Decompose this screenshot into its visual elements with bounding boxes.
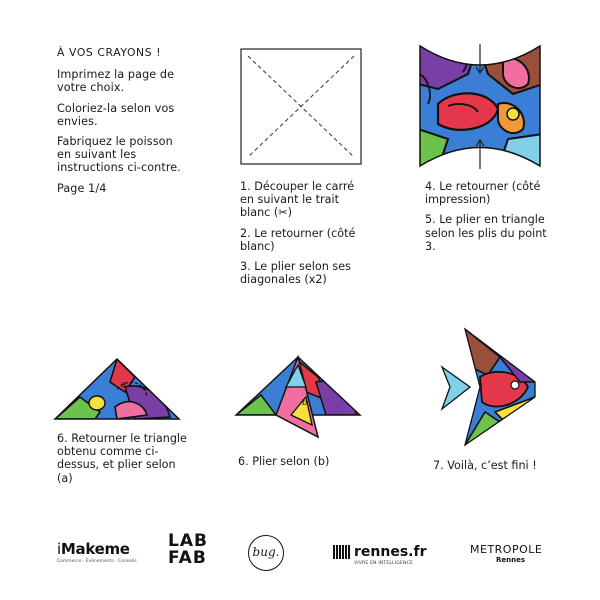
step-5: 5. Le plier en triangle selon les plis du point 3. — [425, 213, 547, 253]
makeme-logo: iMakeme Commerce · Événements · Conseils — [57, 540, 147, 564]
labfab-line-1: LAB — [168, 531, 208, 551]
fish-eye — [511, 381, 519, 389]
rennes-logo — [333, 544, 443, 566]
intro-text — [57, 46, 185, 202]
labfab-line-2: FAB — [168, 548, 207, 568]
step-3: 3. Le plier selon ses diagonales (x2) — [240, 260, 351, 287]
step-6b: 6. Plier selon (b) — [238, 455, 330, 468]
makeme-wordmark: Makeme — [60, 540, 130, 558]
bug-logo — [248, 535, 284, 571]
step-6: 6. Retourner le triangle obtenu comme ci-dessus, et plier selon (a) — [57, 432, 187, 485]
intro-line-fold: Fabriquez le poisson en suivant les instructions ci-contre. — [57, 135, 181, 175]
triangle-folded-diagram — [236, 357, 361, 439]
intro-line-color: Coloriez-la selon vos envies. — [57, 101, 175, 128]
step-4: 4. Le retourner (côté impression) — [425, 180, 541, 207]
makeme-tagline: Commerce · Événements · Conseils — [57, 559, 137, 564]
triangle-diagram — [55, 357, 180, 422]
metropole-sub: Rennes — [496, 556, 526, 564]
fish-tail — [442, 367, 470, 409]
step-6-caption — [57, 432, 187, 492]
step-7: 7. Voilà, c’est fini ! — [433, 459, 537, 472]
page-number: Page 1/4 — [57, 181, 107, 195]
labfab-logo — [168, 533, 208, 567]
step-7-caption — [433, 459, 573, 479]
metropole-wordmark: METROPOLE — [470, 543, 543, 556]
rennes-mark-icon — [333, 545, 351, 559]
intro-line-print: Imprimez la page de votre choix. — [57, 68, 175, 95]
rennes-tagline: VIVRE EN INTELLIGENCE — [354, 561, 414, 566]
rennes-wordmark: rennes.fr — [354, 544, 427, 560]
label-b: b — [302, 398, 308, 407]
step-2: 2. Le retourner (côté blanc) — [240, 226, 356, 253]
intro-title: À VOS CRAYONS ! — [57, 46, 162, 59]
label-a: a — [121, 380, 126, 389]
steps-4-5 — [425, 180, 555, 260]
steps-1-3 — [240, 180, 370, 293]
step-1: 1. Découper le carré en suivant le trait blanc (✂) — [240, 180, 355, 220]
bug-wordmark: bug. — [252, 545, 280, 559]
fish-diagram — [440, 327, 540, 447]
metropole-logo — [470, 543, 550, 564]
pinched-square-diagram — [418, 44, 543, 169]
square-fold-diagram — [240, 48, 365, 166]
step-6b-caption — [238, 455, 368, 475]
